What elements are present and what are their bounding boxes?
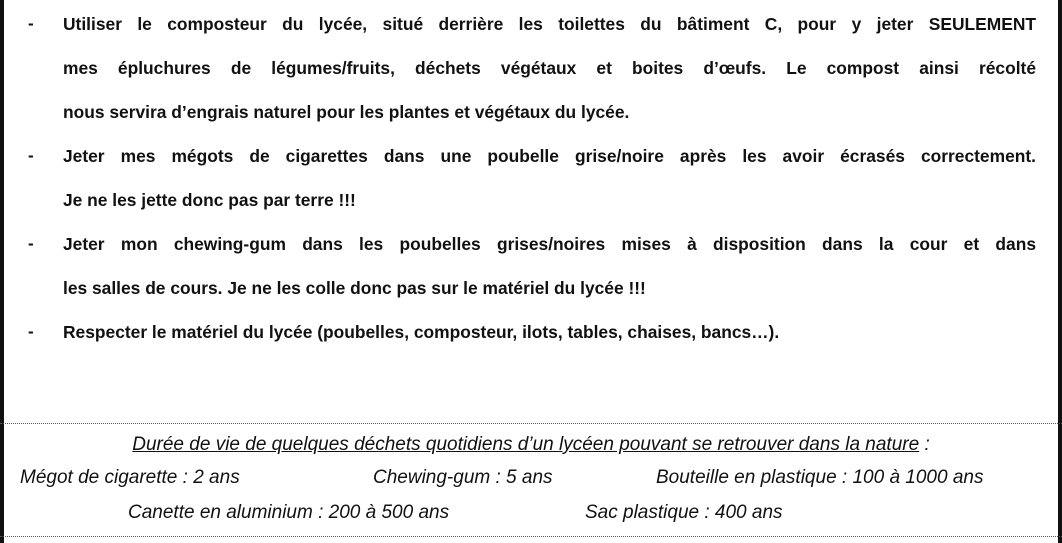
- lifespan-title-text: Durée de vie de quelques déchets quotidiens d’un lycéen pouvant se retrouver dans la nature: [132, 434, 920, 455]
- rule-bullet: -: [28, 322, 34, 341]
- rule-text: [63, 222, 1036, 310]
- rule-line: Respecter le matériel du lycée (poubelles, composteur, ilots, tables, chaises, bancs…).: [63, 322, 780, 342]
- lifespan-title: [0, 431, 1062, 459]
- rule-text: [63, 134, 1036, 222]
- rule-text: [63, 2, 1036, 134]
- rule-line: Je ne les jette donc pas par terre !!!: [63, 190, 356, 210]
- rule-line: nous servira d’engrais naturel pour les plantes et végétaux du lycée.: [63, 102, 630, 122]
- rule-bullet: -: [28, 234, 34, 253]
- rule-line: Jeter mon chewing-gum dans les poubelles grises/noires mises à disposition dans la cour et dans: [63, 234, 1036, 254]
- lifespan-item-cigarette: Mégot de cigarette : 2 ans: [20, 467, 240, 488]
- lifespan-item-aluminium-can: Canette en aluminium : 200 à 500 ans: [128, 502, 450, 523]
- lifespan-bottom-divider: [0, 536, 1062, 537]
- rule-line: Utiliser le composteur du lycée, situé derrière les toilettes du bâtiment C, pour y jeter SEULEMENT: [63, 14, 1036, 34]
- rule-bullet: -: [28, 14, 34, 33]
- lifespan-item-chewing-gum: Chewing-gum : 5 ans: [373, 467, 553, 488]
- lifespan-title-suffix: :: [919, 434, 930, 455]
- rule-line: mes épluchures de légumes/fruits, déchets végétaux et boites d’œufs. Le compost ainsi récolté: [63, 58, 1036, 78]
- rule-line: Jeter mes mégots de cigarettes dans une poubelle grise/noire après les avoir écrasés correctement.: [63, 146, 1036, 166]
- rule-line: les salles de cours. Je ne les colle donc pas sur le matériel du lycée !!!: [63, 278, 646, 298]
- rule-bullet: -: [28, 146, 34, 165]
- lifespan-item-plastic-bag: Sac plastique : 400 ans: [585, 502, 783, 523]
- lifespan-item-plastic-bottle: Bouteille en plastique : 100 à 1000 ans: [656, 467, 984, 488]
- lifespan-top-divider: [0, 423, 1062, 424]
- rule-text: [63, 310, 1036, 354]
